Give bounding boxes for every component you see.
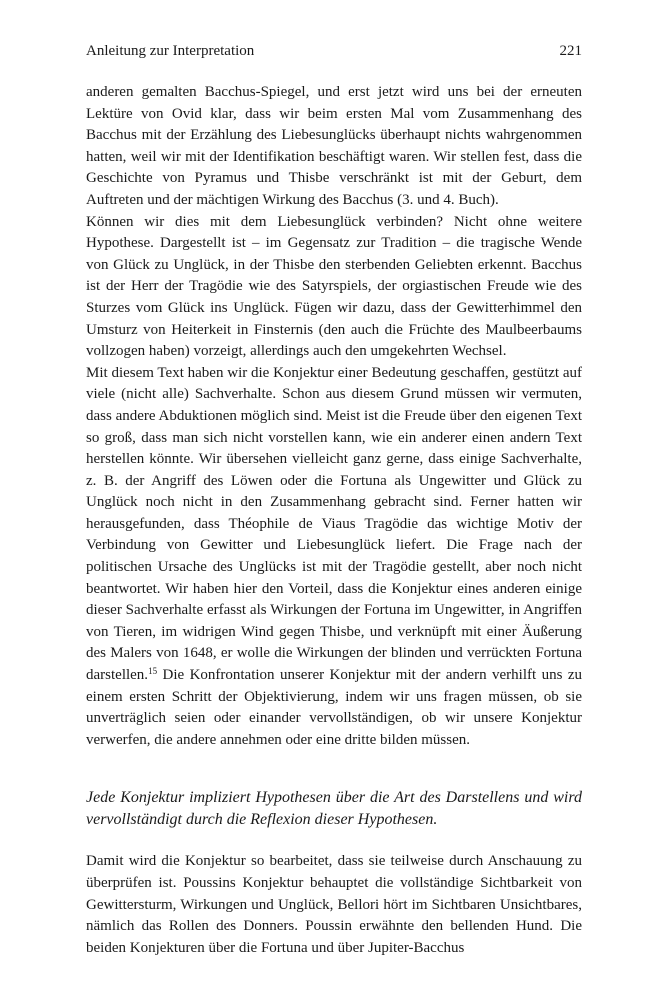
running-head-title: Anleitung zur Interpretation	[86, 43, 255, 59]
paragraph-1c: Mit diesem Text haben wir die Konjektur einer Bedeutung geschaffen, gestützt auf viele (nicht alle) Sachverhalte. Schon aus diesem Grund müssen wir vermuten, dass andere Abduktionen möglich sind. Meist ist die Freude über den eigenen Text so groß, dass man sich nicht vorstellen kann, wie ein anderer einen andern Text herstellen könnte. Wir übersehen vielleicht ganz gerne, dass einige Sachverhalte, z. B. der Angriff des Löwen oder die Fortuna als Ungewitter und Glück zu Unglück noch nicht in den Zusammenhang gebracht sind. Ferner hatten wir herausgefunden, dass Théophile de Viaus Tragödie das wichtige Motiv der Verbindung von Gewitter und Liebesunglück liefert. Die Frage nach der politischen Ursache des Unglücks ist mit der Tragödie gestellt, aber noch nicht beantwortet. Wir haben hier den Vorteil, dass die Konjektur eines anderen einige dieser Sachverhalte erfasst als Wirkungen der Fortuna im Ungewitter, in Angriffen von Tieren, im widrigen Wind gegen Thisbe, und verknüpft mit einer Äußerung des Malers von 1648, er wolle die Wirkungen der blinden und verrückten Fortuna darstellen.	[86, 364, 582, 684]
paragraph-1c-wrapper	[86, 363, 582, 752]
page-number: 221	[559, 43, 582, 59]
paragraph-1b: Können wir dies mit dem Liebesunglück verbinden? Nicht ohne weitere Hypothese. Dargestellt ist – im Gegensatz zur Tradition – die tragische Wende von Glück zu Unglück, in der Thisbe den sterbenden Geliebten erkennt. Bacchus ist der Herr der Tragödie wie des Satyrspiels, der orgiastischen Freude wie des Sturzes vom Glück ins Unglück. Fügen wir dazu, dass der Gewitterhimmel den Umsturz von Heiterkeit in Finsternis (den auch die Früchte des Maulbeerbaums vollzogen haben) vorzeigt, allerdings auch den umgekehrten Wechsel.	[86, 213, 582, 360]
body-paragraph-2: Damit wird die Konjektur so bearbeitet, dass sie teilweise durch Anschauung zu überprüfen ist. Poussins Konjektur behauptet die vollständige Sichtbarkeit von Gewittersturm, Wirkungen und Unglück, Bellori hört im Sichtbaren Unsichtbares, nämlich das Rollen des Donners. Poussin erwähnte den bellenden Hund. Die beiden Konjekturen über die Fortuna und über Jupiter-Bacchus	[86, 853, 582, 956]
paragraph-1d: Die Konfrontation unserer Konjektur mit der andern verhilft uns zu einem ersten Schritt der Objektivierung, indem wir uns fragen müssen, ob sie unverträglich seien oder einander vervollständigen, ob wir unsere Konjektur verwerfen, die andere annehmen oder eine dritte bilden müssen.	[86, 667, 582, 748]
footnote-reference[interactable]: 15	[148, 666, 158, 677]
book-page	[86, 40, 582, 959]
body-paragraph-1	[86, 82, 582, 751]
paragraph-1a: anderen gemalten Bacchus-Spiegel, und erst jetzt wird uns bei der erneuten Lektüre von Ovid klar, dass wir beim ersten Mal vom Zusammenhang des Bacchus mit der Erzählung des Liebesunglücks überhaupt nichts wahrgenommen hatten, weil wir mit der Identifikation beschäftigt waren. Wir stellen fest, dass die Geschichte von Pyramus und Thisbe verschränkt ist mit der Geburt, dem Auftreten und der mächtigen Wirkung des Bacchus (3. und 4. Buch).	[86, 84, 582, 208]
running-head	[86, 40, 582, 62]
thesis-statement: Jede Konjektur impliziert Hypothesen über die Art des Darstellens und wird vervollständigt durch die Reflexion dieser Hypothesen.	[86, 789, 582, 829]
